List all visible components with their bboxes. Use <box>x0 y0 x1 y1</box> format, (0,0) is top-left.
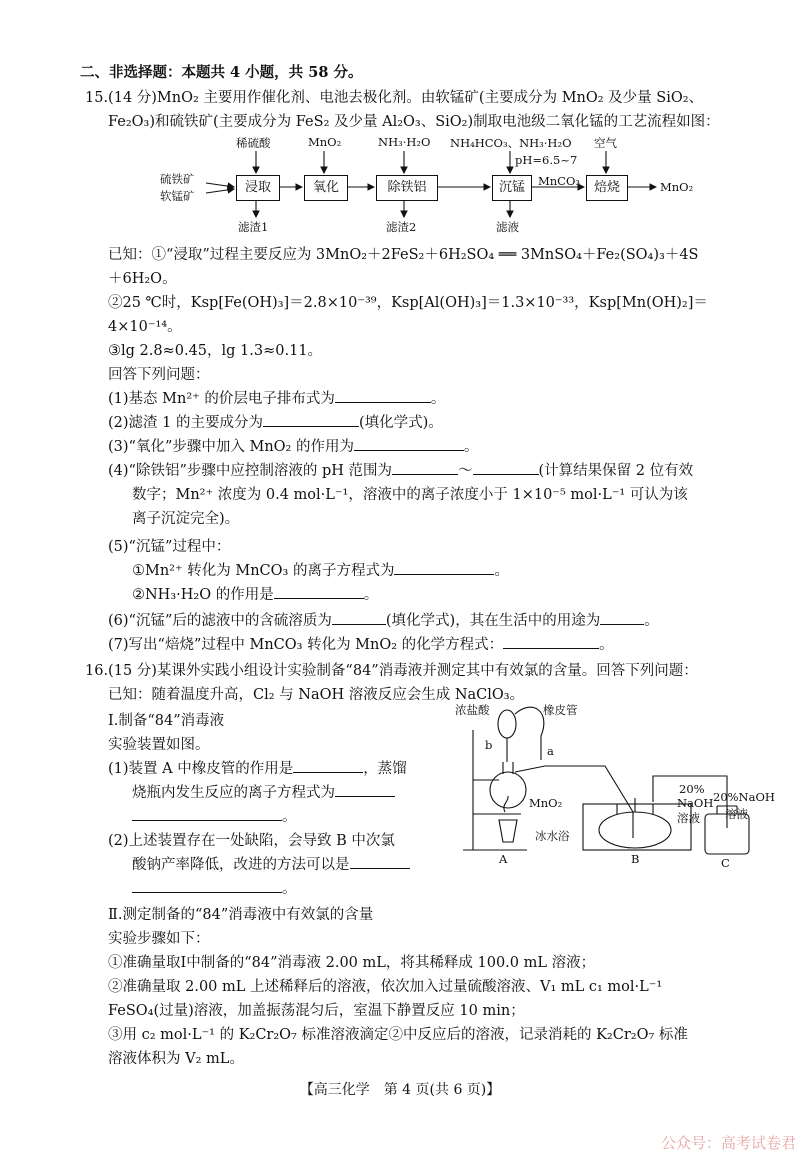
q15-known-2a: ②25 ℃时，Ksp[Fe(OH)₃]＝2.8×10⁻³⁹，Ksp[Al(OH)₃]＝1.3×10⁻³³，Ksp[Mn(OH)₂]＝ <box>108 295 708 311</box>
q16-known: 已知：随着温度升高，Cl₂ 与 NaOH 溶液反应会生成 NaClO₃。 <box>108 687 525 703</box>
intermediate-mnco3: MnCO₃ <box>538 174 581 188</box>
q16-1a-text: (1)装置 A 中橡皮管的作用是 <box>108 761 294 777</box>
q15-1 <box>108 388 780 410</box>
label-naoh: NaOH <box>677 796 714 810</box>
q15-5a-text: ①Mn²⁺ 转化为 MnCO₃ 的离子方程式为 <box>132 563 395 579</box>
q15-6-text-b: (填化学式)，其在生活中的用途为 <box>385 613 601 629</box>
step-remove-fe-al: 除铁铝 <box>376 175 438 201</box>
q15-4-note: (计算结果保留 2 位有效 <box>538 463 694 479</box>
q15-answer-prompt: 回答下列问题： <box>108 367 210 383</box>
step-oxidize: 氧化 <box>304 175 348 201</box>
residue-2: 滤渣2 <box>386 220 417 234</box>
q16-step-1: ①准确量取Ⅰ中制备的“84”消毒液 2.00 mL，将其稀释成 100.0 mL 溶液； <box>108 955 596 971</box>
label-C: C <box>721 856 730 870</box>
q15-5b-text: ②NH₃·H₂O 的作用是 <box>132 587 274 603</box>
answer-blank[interactable] <box>335 388 431 403</box>
q16-part1: Ⅰ.制备“84”消毒液 <box>108 713 225 729</box>
answer-blank[interactable] <box>473 460 539 475</box>
q15-7-text: (7)写出“焙烧”过程中 MnCO₃ 转化为 MnO₂ 的化学方程式： <box>108 637 504 653</box>
answer-blank[interactable] <box>394 560 494 575</box>
q15-2 <box>108 412 780 434</box>
q15-2-note: (填化学式)。 <box>358 415 443 431</box>
q15-4e: 离子沉淀完全)。 <box>132 511 240 527</box>
q16-part2: Ⅱ.测定制备的“84”消毒液中有效氯的含量 <box>108 907 374 923</box>
page-footer: 【高三化学 第 4 页(共 6 页)】 <box>299 1082 501 1098</box>
answer-blank[interactable] <box>132 878 282 893</box>
process-flow-chart <box>160 135 720 235</box>
q16-1b-text: ，蒸馏 <box>363 761 407 777</box>
answer-blank[interactable] <box>332 610 386 625</box>
q15-2-text: (2)滤渣 1 的主要成分为 <box>108 415 263 431</box>
reagent-air: 空气 <box>594 136 617 150</box>
q15-6-text: (6)“沉锰”后的滤液中的含硫溶质为 <box>108 613 332 629</box>
q15-1-text: (1)基态 Mn²⁺ 的价层电子排布式为 <box>108 391 335 407</box>
period: 。 <box>644 613 659 629</box>
q15-intro-1: 15.(14 分)MnO₂ 主要用作催化剂、电池去极化剂。由软锰矿(主要成分为 MnO₂ 及少量 SiO₂、 <box>85 90 704 106</box>
label-ice-bath: 冰水浴 <box>535 829 570 843</box>
q16-step-3b: 溶液体积为 V₂ mL。 <box>108 1051 244 1067</box>
q15-5a <box>132 560 780 582</box>
q16-setup: 实验装置如图。 <box>108 737 210 753</box>
period: 。 <box>282 809 297 825</box>
label-20pct: 20% <box>679 782 705 796</box>
reagent-dilute-acid: 稀硫酸 <box>236 136 271 150</box>
label-mno2: MnO₂ <box>529 796 563 810</box>
answer-blank[interactable] <box>503 634 599 649</box>
answer-blank[interactable] <box>293 758 363 773</box>
q16-intro: 16.(15 分)某课外实践小组设计实验制备“84”消毒液并测定其中有效氯的含量。回答下列问题： <box>85 663 698 679</box>
period: 。 <box>430 391 446 407</box>
filtrate: 滤液 <box>496 220 519 234</box>
period: 。 <box>494 563 509 579</box>
q15-7 <box>108 634 780 656</box>
product-mno2: MnO₂ <box>660 180 694 194</box>
q15-5: (5)“沉锰”过程中： <box>108 539 231 555</box>
answer-blank[interactable] <box>263 412 359 427</box>
label-conc-hcl: 浓盐酸 <box>455 703 490 717</box>
answer-blank[interactable] <box>335 782 395 797</box>
q16-2a: (2)上述装置存在一处缺陷，会导致 B 中次氯 <box>108 833 395 849</box>
q15-4-text: (4)“除铁铝”步骤中应控制溶液的 pH 范围为 <box>108 463 393 479</box>
q15-6 <box>108 610 780 632</box>
step-roast: 焙烧 <box>586 175 628 201</box>
label-a: a <box>547 744 554 758</box>
step-precipitate-mn: 沉锰 <box>492 175 532 201</box>
q15-intro-2: Fe₂O₃)和硫铁矿(主要成分为 FeS₂ 及少量 Al₂O₃、SiO₂)制取电池级二氧化锰的工艺流程如图： <box>108 114 720 130</box>
q15-known-2b: 4×10⁻¹⁴。 <box>108 319 182 335</box>
reagent-nh4hco3: NH₄HCO₃、NH₃·H₂O <box>450 136 572 150</box>
period: 。 <box>463 439 479 455</box>
label-B: B <box>631 852 640 866</box>
q15-4d: 数字；Mn²⁺ 浓度为 0.4 mol·L⁻¹，溶液中的离子浓度小于 1×10⁻⁵ mol·L⁻¹ 可认为该 <box>132 487 688 503</box>
answer-blank[interactable] <box>354 436 464 451</box>
input-pyrite: 硫铁矿 <box>160 172 195 186</box>
reagent-ph: pH=6.5~7 <box>515 153 578 167</box>
label-20pct-naoh: 20%NaOH <box>713 790 775 804</box>
answer-blank[interactable] <box>132 806 282 821</box>
answer-blank[interactable] <box>274 584 364 599</box>
label-b: b <box>485 738 493 752</box>
answer-blank[interactable] <box>350 854 410 869</box>
q16-step-2a: ②准确量取 2.00 mL 上述稀释后的溶液，依次加入过量硫酸溶液、V₁ mL c₁ mol·L⁻¹ <box>108 979 663 995</box>
reagent-ammonia: NH₃·H₂O <box>378 135 431 149</box>
label-solution-b: 溶液 <box>677 811 700 825</box>
label-A: A <box>499 852 508 866</box>
reagent-mno2: MnO₂ <box>308 135 342 149</box>
q15-4 <box>108 460 780 482</box>
q16-2b-text: 酸钠产率降低，改进的方法可以是 <box>132 857 350 873</box>
section-title: 二、非选择题：本题共 4 小题，共 58 分。 <box>80 64 363 81</box>
apparatus-diagram <box>455 702 795 872</box>
tilde: ～ <box>458 463 473 479</box>
label-rubber-tube: 橡皮管 <box>543 703 578 717</box>
q15-known-1a: 已知：①“浸取”过程主要反应为 3MnO₂＋2FeS₂＋6H₂SO₄ ══ 3MnSO₄＋Fe₂(SO₄)₃＋4S <box>108 247 699 263</box>
q15-3-text: (3)“氧化”步骤中加入 MnO₂ 的作用为 <box>108 439 354 455</box>
q16-step-3a: ③用 c₂ mol·L⁻¹ 的 K₂Cr₂O₇ 标准溶液滴定②中反应后的溶液，记录消耗的 K₂Cr₂O₇ 标准 <box>108 1027 688 1043</box>
apparatus-drawing <box>455 702 795 872</box>
q15-5b <box>132 584 780 606</box>
step-leach: 浸取 <box>236 175 280 201</box>
watermark: 公众号：高考试卷君 <box>660 1134 796 1152</box>
input-pyrolusite: 软锰矿 <box>160 189 195 203</box>
q15-known-1b: ＋6H₂O。 <box>108 271 177 287</box>
label-solution-c: 溶液 <box>725 807 748 821</box>
period: 。 <box>599 637 614 653</box>
answer-blank[interactable] <box>392 460 458 475</box>
residue-1: 滤渣1 <box>238 220 269 234</box>
q15-known-3: ③lg 2.8≈0.45，lg 1.3≈0.11。 <box>108 343 323 359</box>
q16-step-2b: FeSO₄(过量)溶液，加盖振荡混匀后，室温下静置反应 10 min； <box>108 1003 525 1019</box>
q16-steps-title: 实验步骤如下： <box>108 931 210 947</box>
q15-3 <box>108 436 780 458</box>
period: 。 <box>282 881 297 897</box>
answer-blank[interactable] <box>600 610 644 625</box>
q16-2c <box>132 878 780 900</box>
period: 。 <box>363 587 379 603</box>
q16-1c-text: 烧瓶内发生反应的离子方程式为 <box>132 785 335 801</box>
